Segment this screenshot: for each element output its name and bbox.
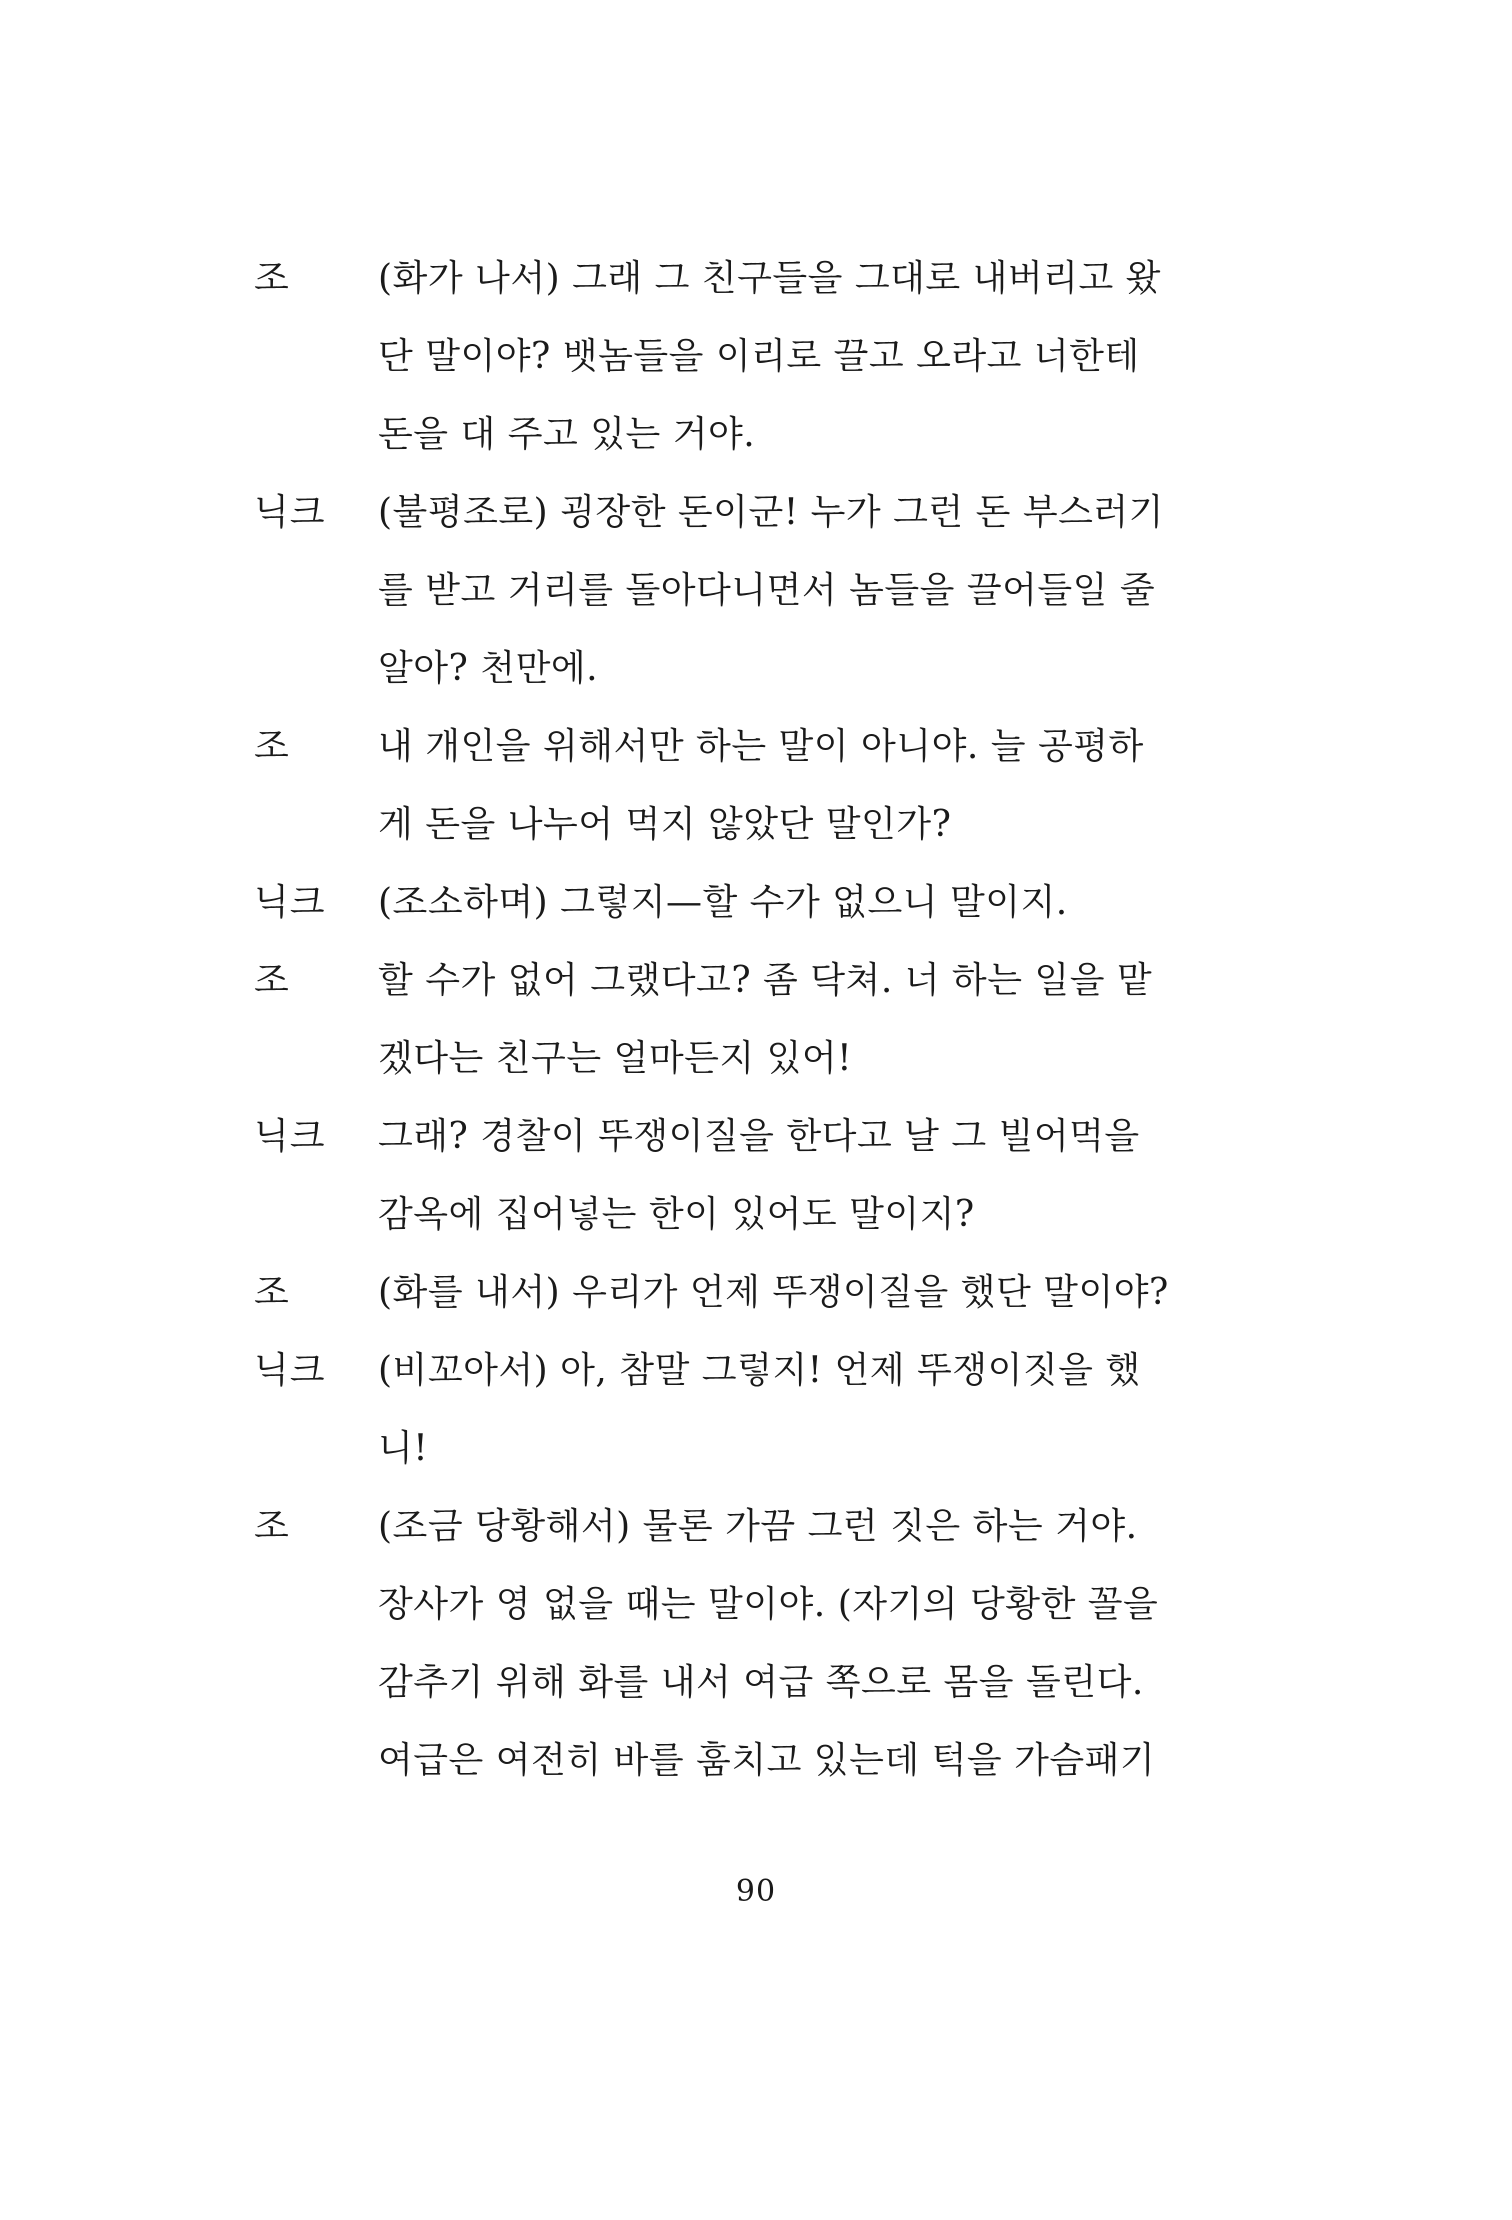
dialogue-line: 게 돈을 나누어 먹지 않았단 말인가?: [378, 804, 952, 845]
dialogue-line: 돈을 대 주고 있는 거야.: [378, 414, 756, 455]
dialogue-line: 그래? 경찰이 뚜쟁이질을 한다고 날 그 빌어먹을: [378, 1116, 1140, 1157]
dialogue-line: 내 개인을 위해서만 하는 말이 아니야. 늘 공평하: [378, 726, 1144, 767]
dialogue-line: (조소하며) 그렇지—할 수가 없으니 말이지.: [378, 882, 1068, 923]
dialogue-text: [378, 708, 1254, 864]
speaker-name: 조: [254, 258, 290, 299]
dialogue-line: 장사가 영 없을 때는 말이야. (자기의 당황한 꼴을: [378, 1584, 1159, 1625]
dialogue-line: 알아? 천만에.: [378, 648, 599, 689]
dialogue-entry: [254, 1488, 1254, 1800]
dialogue-text: [378, 474, 1254, 708]
dialogue-text: [378, 942, 1254, 1098]
dialogue-line: (불평조로) 굉장한 돈이군! 누가 그런 돈 부스러기: [378, 492, 1164, 533]
dialogue-block: [254, 240, 1254, 1800]
dialogue-line: 여급은 여전히 바를 훔치고 있는데 턱을 가슴패기: [378, 1740, 1156, 1781]
dialogue-entry: [254, 240, 1254, 474]
dialogue-text: [378, 1488, 1254, 1800]
dialogue-entry: [254, 1098, 1254, 1254]
dialogue-entry: [254, 942, 1254, 1098]
speaker-name: 조: [254, 726, 290, 767]
dialogue-line: 를 받고 거리를 돌아다니면서 놈들을 끌어들일 줄: [378, 570, 1156, 611]
dialogue-entry: [254, 1332, 1254, 1488]
dialogue-text: [378, 1332, 1254, 1488]
speaker-name: 닉크: [254, 1116, 326, 1157]
dialogue-line: (화를 내서) 우리가 언제 뚜쟁이질을 했단 말이야?: [378, 1272, 1169, 1313]
dialogue-line: 겠다는 친구는 얼마든지 있어!: [378, 1038, 853, 1079]
dialogue-line: 단 말이야? 뱃놈들을 이리로 끌고 오라고 너한테: [378, 336, 1140, 377]
dialogue-entry: [254, 864, 1254, 942]
speaker-name: 닉크: [254, 492, 326, 533]
speaker-name: 조: [254, 1272, 290, 1313]
speaker-name: 닉크: [254, 882, 326, 923]
dialogue-text: [378, 240, 1254, 474]
dialogue-entry: [254, 708, 1254, 864]
dialogue-entries: [254, 240, 1254, 1800]
speaker-name: 조: [254, 1506, 290, 1547]
dialogue-line: 감추기 위해 화를 내서 여급 쪽으로 몸을 돌린다.: [378, 1662, 1144, 1703]
dialogue-line: 니!: [378, 1428, 429, 1469]
page-number: 90: [735, 1874, 777, 1909]
dialogue-line: 감옥에 집어넣는 한이 있어도 말이지?: [378, 1194, 975, 1235]
dialogue-entry: [254, 474, 1254, 708]
dialogue-line: (비꼬아서) 아, 참말 그렇지! 언제 뚜쟁이짓을 했: [378, 1350, 1141, 1391]
speaker-name: 조: [254, 960, 290, 1001]
dialogue-entry: [254, 1254, 1254, 1332]
dialogue-line: 할 수가 없어 그랬다고? 좀 닥쳐. 너 하는 일을 맡: [378, 960, 1153, 1001]
dialogue-line: (화가 나서) 그래 그 친구들을 그대로 내버리고 왔: [378, 258, 1161, 299]
dialogue-text: [378, 1254, 1254, 1332]
speaker-name: 닉크: [254, 1350, 326, 1391]
dialogue-text: [378, 1098, 1254, 1254]
dialogue-text: [378, 864, 1254, 942]
dialogue-line: (조금 당황해서) 물론 가끔 그런 짓은 하는 거야.: [378, 1506, 1138, 1547]
